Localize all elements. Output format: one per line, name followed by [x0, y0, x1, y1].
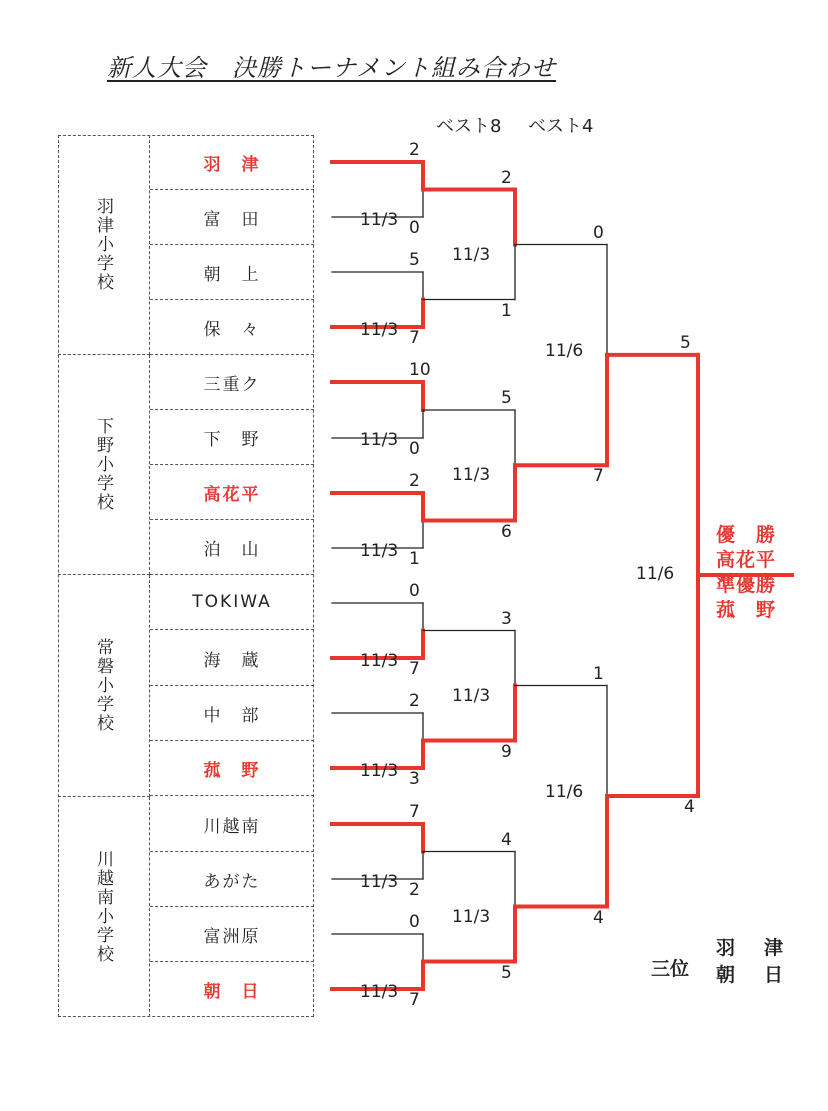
match-date: 11/3: [452, 685, 491, 706]
school-name: 下野小学校: [93, 417, 113, 512]
champion-label: 優 勝: [715, 524, 776, 546]
champion-team: 高花平: [715, 549, 776, 571]
score-label: 2: [409, 691, 420, 711]
team-cell: 羽 津: [150, 135, 314, 190]
score-label: 4: [684, 797, 695, 817]
round-header-best4: ベスト4: [528, 116, 594, 137]
match-date: 11/3: [452, 906, 491, 927]
score-label: 9: [501, 741, 512, 762]
score-label: 0: [409, 439, 420, 459]
third-place-team: 朝 日: [716, 964, 789, 986]
score-label: 0: [593, 222, 604, 243]
match-date: 11/3: [360, 981, 399, 1002]
score-label: 2: [409, 140, 420, 160]
score-label: 2: [501, 167, 512, 188]
page-title: 新人大会 決勝トーナメント組み合わせ: [107, 54, 557, 82]
round-header-best8: ベスト8: [436, 116, 502, 137]
score-label: 7: [409, 659, 420, 679]
score-label: 1: [593, 663, 604, 684]
match-date: 11/3: [360, 430, 399, 450]
match-date: 11/3: [360, 209, 399, 230]
score-label: 1: [501, 300, 512, 321]
score-label: 10: [409, 360, 431, 380]
score-label: 6: [501, 521, 512, 542]
team-cell: 高花平: [150, 465, 314, 520]
score-label: 0: [409, 581, 420, 601]
score-label: 7: [409, 802, 420, 822]
school-name: 川越南小学校: [93, 850, 113, 964]
score-label: 2: [409, 471, 420, 491]
score-label: 3: [501, 608, 512, 629]
team-cell: 三重ク: [150, 355, 314, 410]
team-cell: 下 野: [150, 410, 314, 465]
match-date: 11/6: [545, 782, 584, 802]
match-date: 11/6: [636, 564, 675, 584]
match-date: 11/3: [452, 465, 491, 486]
score-label: 0: [409, 218, 420, 238]
score-label: 5: [680, 332, 691, 353]
team-cell: TOKIWA: [150, 575, 314, 630]
match-date: 11/3: [452, 244, 491, 265]
match-date: 11/3: [360, 760, 399, 781]
results-box: [713, 523, 779, 623]
team-cell: 朝 上: [150, 245, 314, 300]
school-name: 羽津小学校: [93, 197, 113, 292]
team-cell: 朝 日: [203, 982, 261, 1002]
team-cell: 泊 山: [150, 520, 314, 575]
score-label: 5: [501, 962, 512, 983]
score-label: 4: [593, 907, 604, 928]
score-label: 2: [409, 880, 420, 900]
third-place-team: 羽 津: [716, 937, 789, 959]
team-cell: 富 田: [150, 190, 314, 245]
team-cell: 菰 野: [150, 741, 314, 796]
match-date: 11/3: [360, 540, 399, 561]
team-cell: 川越南: [150, 797, 314, 852]
match-date: 11/3: [360, 650, 399, 671]
match-date: 11/6: [545, 340, 584, 361]
runner-up-team: 菰 野: [715, 599, 776, 621]
team-cell: 中 部: [150, 686, 314, 741]
score-label: 3: [409, 769, 420, 789]
match-date: 11/3: [360, 871, 399, 892]
team-cell: あがた: [150, 852, 314, 907]
score-label: 5: [501, 388, 512, 408]
score-label: 0: [409, 912, 420, 932]
third-place-teams: [716, 935, 788, 989]
match-date: 11/3: [360, 319, 399, 340]
score-label: 7: [409, 328, 420, 348]
third-place-label: 三位: [651, 958, 690, 980]
team-cell: 保 々: [150, 300, 314, 355]
score-label: 7: [409, 990, 420, 1010]
team-cell: 富洲原: [150, 907, 314, 962]
school-name: 常磐小学校: [93, 638, 113, 733]
score-label: 4: [501, 829, 512, 850]
runner-up-label: 準優勝: [715, 574, 776, 596]
score-label: 1: [409, 549, 420, 569]
score-label: 5: [409, 250, 420, 270]
team-cell: 海 蔵: [150, 631, 314, 686]
score-label: 7: [593, 466, 604, 487]
